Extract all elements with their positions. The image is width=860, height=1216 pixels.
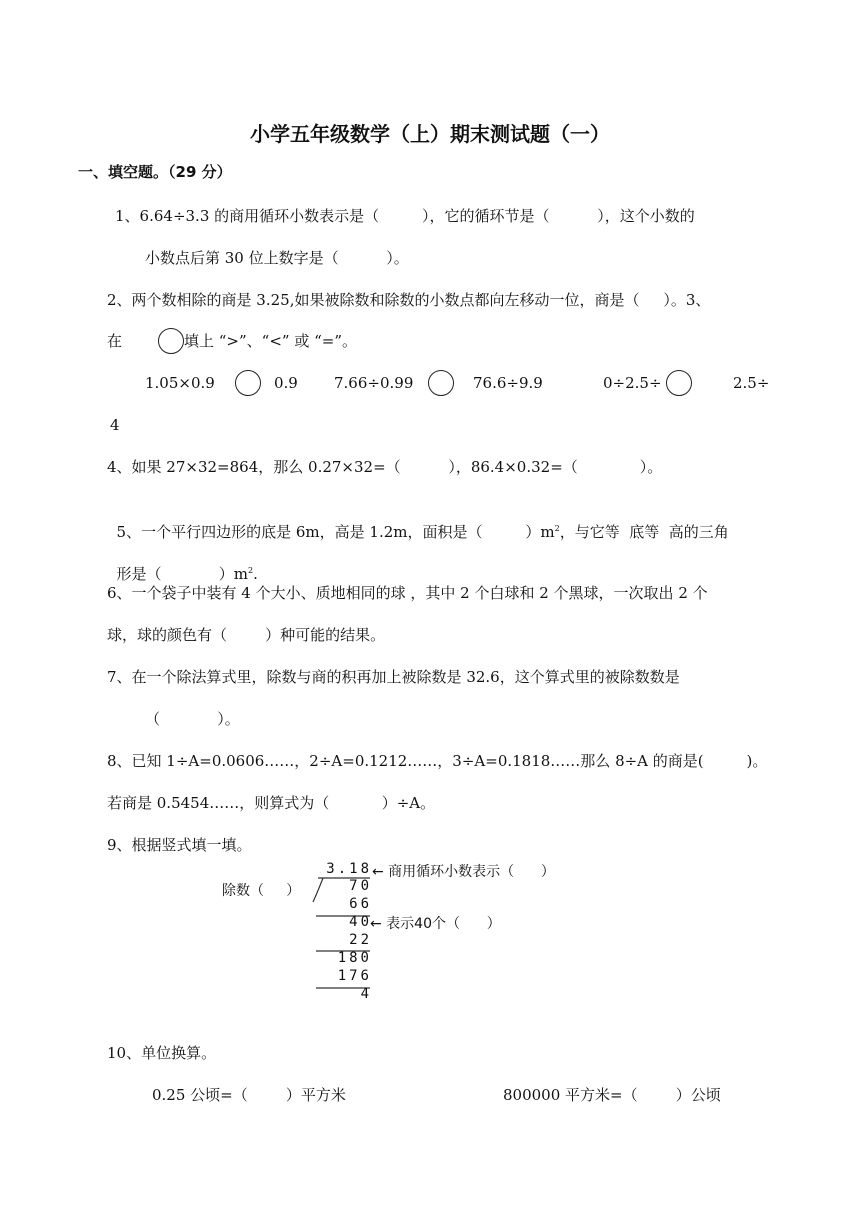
question-1-line-1: 1、6.64÷3.3 的商用循环小数表示是（ ），它的循环节是（ ），这个小数的 bbox=[115, 207, 695, 225]
divisor-label: 除数（ ） bbox=[222, 883, 301, 899]
division-row: 40 bbox=[349, 914, 372, 930]
division-remainder: 4 bbox=[360, 986, 372, 1002]
division-row: 180 bbox=[337, 950, 372, 966]
comparison-right-2: 76.6÷9.9 bbox=[473, 374, 543, 392]
q5-text-2: 形是（ ）m bbox=[116, 565, 248, 583]
question-4: 4、如果 27×32=864，那么 0.27×32=（ ），86.4×0.32=（ ）。 bbox=[107, 458, 663, 476]
square-superscript: 2 bbox=[248, 566, 254, 575]
question-8-line-2: 若商是 0.5454……，则算式为（ ）÷A。 bbox=[107, 794, 436, 812]
question-3-instruction: 填上 “>”、“<” 或 “=”。 bbox=[184, 332, 358, 350]
quotient: 3.18 bbox=[326, 861, 372, 877]
q5-period: . bbox=[253, 565, 258, 583]
division-row: 22 bbox=[349, 932, 372, 948]
page-title: 小学五年级数学（上）期末测试题（一） bbox=[250, 122, 610, 146]
question-8-line-1: 8、已知 1÷A=0.0606……，2÷A=0.1212……，3÷A=0.1818……那么 8÷A 的商是( )。 bbox=[107, 752, 768, 770]
conversion-2: 800000 平方米=（ ）公顷 bbox=[503, 1086, 721, 1104]
comparison-left-2: 7.66÷0.99 bbox=[334, 374, 414, 392]
comparison-left-3: 0÷2.5÷ bbox=[603, 374, 662, 392]
answer-circle bbox=[158, 328, 184, 354]
question-10: 10、单位换算。 bbox=[107, 1044, 217, 1062]
answer-circle bbox=[235, 370, 261, 396]
division-row: 66 bbox=[349, 896, 372, 912]
question-9: 9、根据竖式填一填。 bbox=[107, 836, 252, 854]
division-row: 176 bbox=[337, 968, 372, 984]
comparison-right-1: 0.9 bbox=[274, 374, 298, 392]
section-heading: 一、填空题。（29 分） bbox=[78, 163, 232, 181]
comparison-right-3: 2.5÷ bbox=[733, 374, 770, 392]
question-7-line-1: 7、在一个除法算式里，除数与商的积再加上被除数是 32.6，这个算式里的被除数数是 bbox=[107, 668, 680, 686]
square-superscript: 2 bbox=[554, 524, 560, 533]
question-5-line-2 bbox=[107, 541, 258, 584]
q5-text: 5、一个平行四边形的底是 6m，高是 1.2m，面积是（ ）m bbox=[116, 523, 555, 541]
question-1-line-2: 小数点后第 30 位上数字是（ ）。 bbox=[145, 249, 409, 267]
answer-circle bbox=[666, 370, 692, 396]
question-7-line-2: （ ）。 bbox=[145, 710, 240, 728]
question-2: 2、两个数相除的商是 3.25,如果被除数和除数的小数点都向左移动一位，商是（ ）。3、 bbox=[107, 291, 711, 309]
comparison-left-1: 1.05×0.9 bbox=[145, 374, 215, 392]
conversion-1: 0.25 公顷=（ ）平方米 bbox=[152, 1086, 346, 1104]
dividend: 70 bbox=[349, 878, 372, 894]
comparison-wrap: 4 bbox=[110, 416, 120, 434]
answer-circle bbox=[428, 370, 454, 396]
q5-text-tail: ，与它等 底等 高的三角 bbox=[559, 523, 729, 541]
remainder-note: ← 表示40个（ ） bbox=[370, 916, 501, 932]
question-3-label: 在 bbox=[107, 332, 123, 350]
question-6-line-2: 球，球的颜色有（ ）种可能的结果。 bbox=[107, 626, 386, 644]
question-5-line-1 bbox=[107, 499, 729, 542]
quotient-note: ← 商用循环小数表示（ ） bbox=[372, 864, 555, 880]
question-6-line-1: 6、一个袋子中装有 4 个大小、质地相同的球 ，其中 2 个白球和 2 个黑球，一次取出 2 个 bbox=[107, 584, 708, 602]
